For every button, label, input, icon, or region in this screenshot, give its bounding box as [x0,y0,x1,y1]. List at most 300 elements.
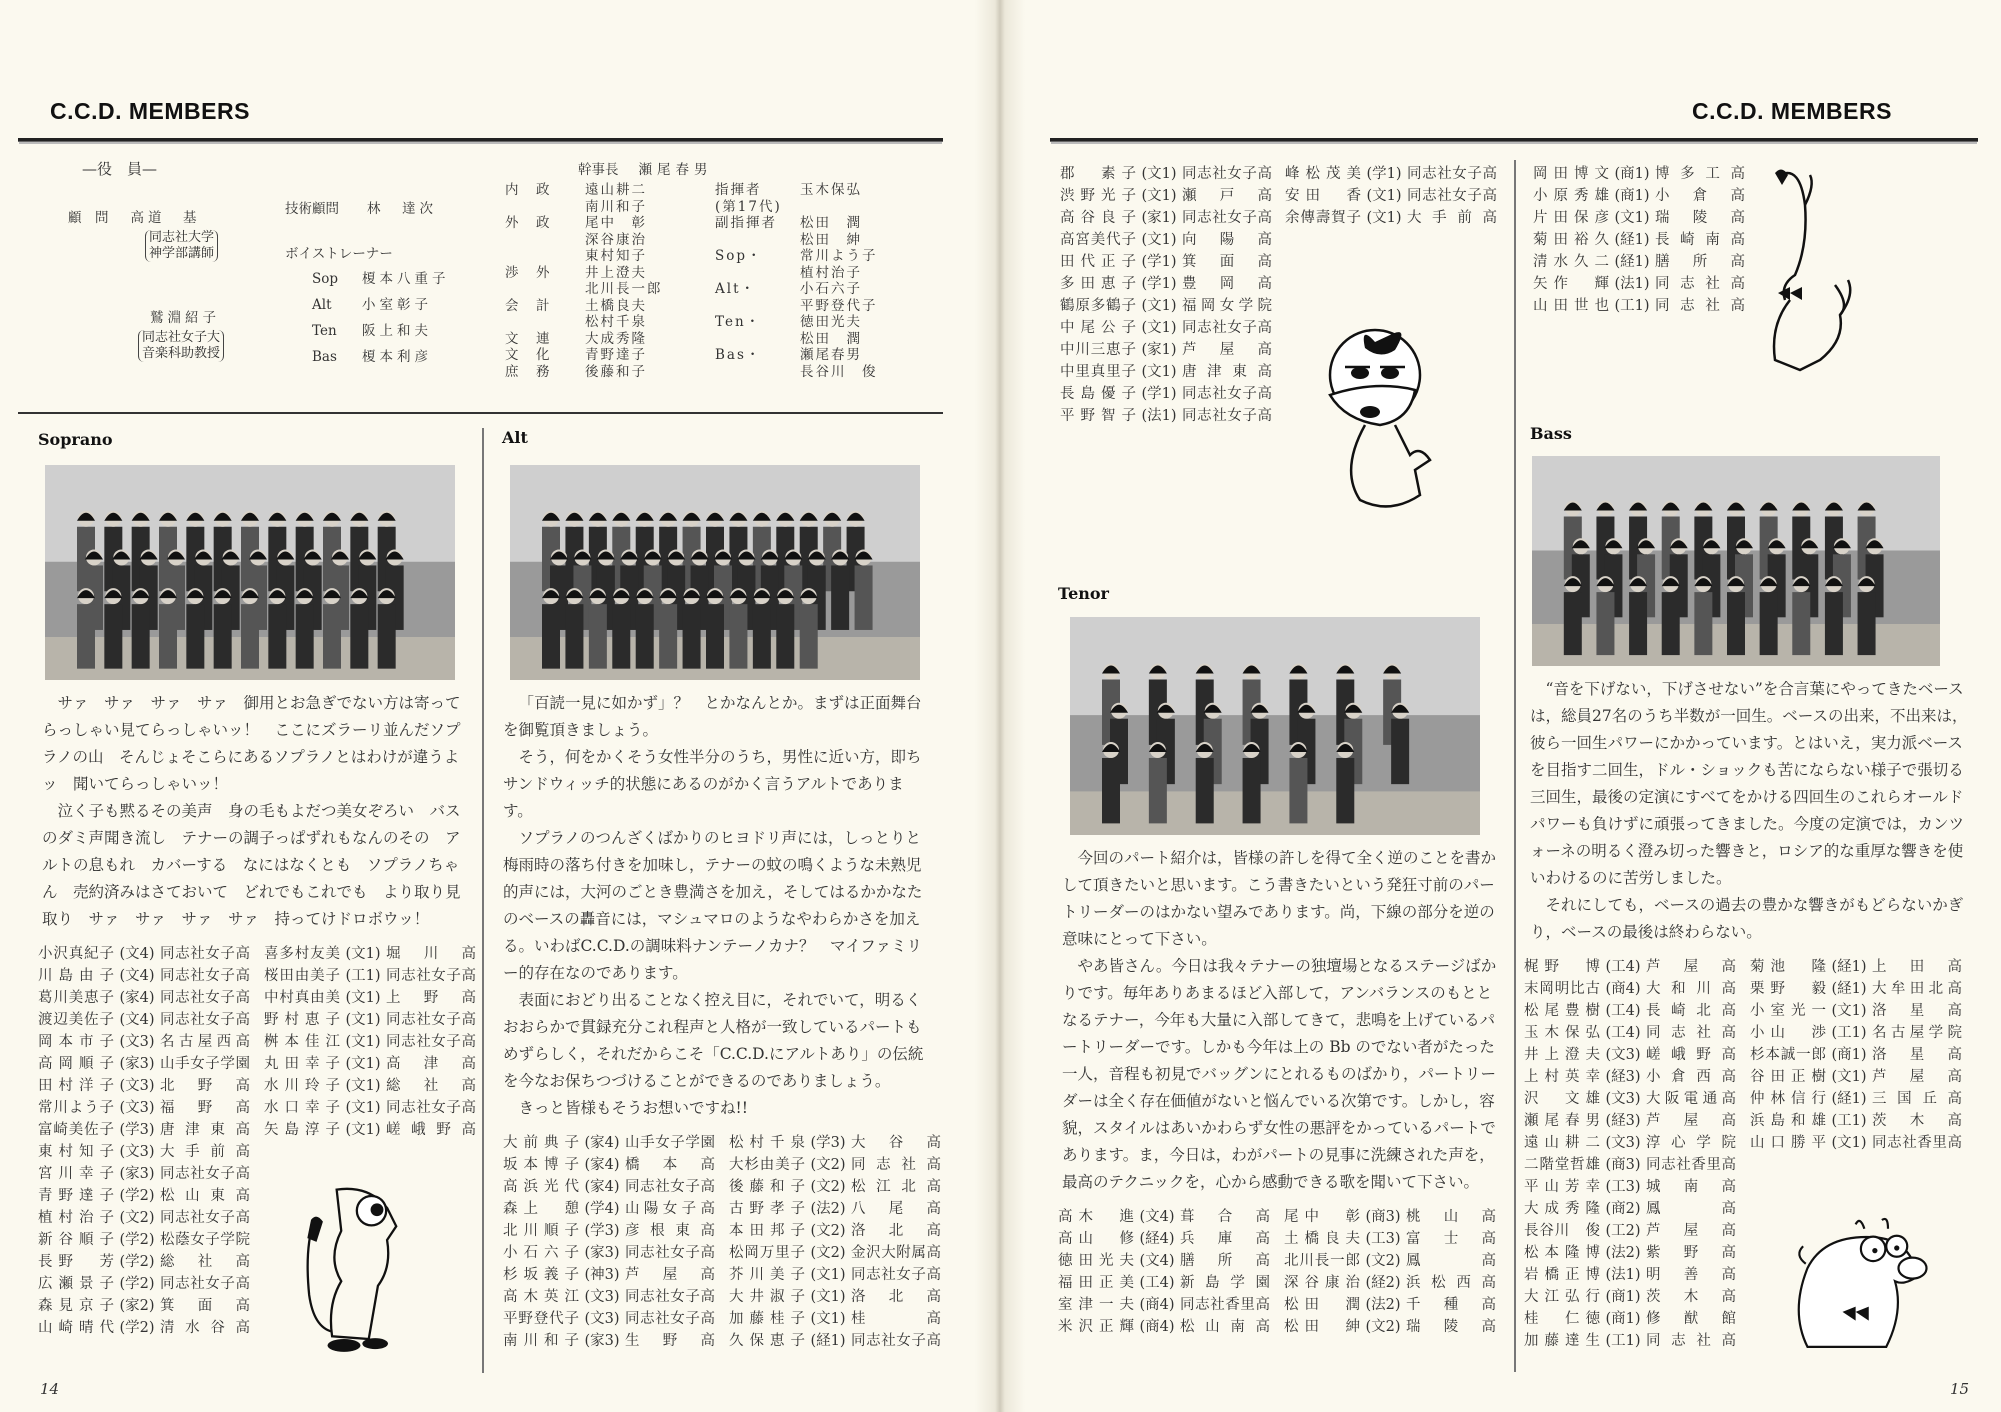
member-department: (文1) [345,1100,381,1116]
member-school: 同志社女子高 [160,990,250,1006]
member-school: 同志社女子高 [160,1276,250,1292]
member-name: 土橋良夫 [1284,1231,1360,1247]
staff-role: 内 政 [505,182,552,198]
member-department: (学2) [119,1276,155,1292]
paragraph: それにしても，ベースの過去の豊かな響きがもどらないかぎり，ベースの最後は終わらない。 [1530,896,1964,941]
member-row [729,1286,955,1308]
member-school: 小倉高 [1655,188,1745,204]
member-department: (学1) [1141,276,1177,292]
staff-name: 東村知子 [585,248,647,264]
advisor2-note [138,330,224,362]
member-school: 同志社女子高 [160,1166,250,1182]
member-name: 菊田裕久 [1533,232,1609,248]
member-name: 大成秀隆 [1524,1201,1600,1217]
tech-role: 技術顧問 [285,201,339,217]
member-school: 洛北高 [851,1223,941,1239]
member-school: 桃山高 [1406,1209,1496,1225]
member-name: 長野 芳 [38,1254,114,1270]
tech-name: 林 達次 [367,201,437,217]
staff-name: 後藤和子 [585,363,647,380]
member-department: (商1) [1614,188,1650,204]
member-name: 松尾豊樹 [1524,1003,1600,1019]
member-department: (法1) [1141,408,1177,424]
member-name: 室津一夫 [1058,1297,1134,1313]
member-name: 谷田正樹 [1750,1069,1826,1085]
staff-role: 渉 外 [505,264,552,281]
member-row [1058,1272,1284,1294]
dog-illustration [1760,165,1855,395]
member-name: 玉木保弘 [1524,1025,1600,1041]
member-department: (工3) [1605,1179,1641,1195]
member-row [1060,185,1272,207]
member-row [1060,229,1272,251]
member-row [1060,295,1272,317]
member-row [729,1198,955,1220]
tenor-body [1058,845,1513,1338]
member-row [503,1132,729,1154]
member-row [1524,1132,1750,1154]
member-name: 渋野光子 [1060,188,1136,204]
member-row [729,1154,955,1176]
member-row [1750,1000,1976,1022]
voice-trainer-label: ボイストレーナー [285,246,393,262]
member-name: 中川三恵子 [1060,342,1136,358]
member-school: 膳所高 [1180,1253,1270,1269]
member-department: (工2) [1605,1223,1641,1239]
member-row [1524,956,1750,978]
member-name: 栗野 毅 [1750,981,1826,997]
member-name: 中里真里子 [1060,364,1136,380]
member-school: 上田高 [1872,959,1962,975]
soprano-members-col1 [38,943,264,1339]
member-row [1750,1132,1976,1154]
member-name: 徳田光夫 [1058,1253,1134,1269]
member-department: (文1) [810,1311,846,1327]
alt-members-col2 [729,1132,955,1352]
advisor2-note-line: 音楽科助教授 [142,346,221,361]
voice-trainer-row [312,292,450,318]
member-department: (学2) [119,1188,155,1204]
member-name: 小山 渉 [1750,1025,1826,1041]
member-school: 鳳 高 [1406,1253,1496,1269]
member-school: 同志社女子高 [1182,408,1272,424]
member-department: (文4) [1139,1253,1175,1269]
member-school: 山陽女子高 [625,1201,715,1217]
member-row [1058,1250,1284,1272]
member-school: 金沢大附属高 [851,1245,941,1261]
member-department: (文4) [119,968,155,984]
alt-continued-col2 [1285,163,1497,229]
member-department: (文1) [1141,166,1177,182]
staff-name: 南川和子 [585,198,647,215]
member-row [1524,1022,1750,1044]
member-row [38,1207,264,1229]
member-name: 森見京子 [38,1298,114,1314]
member-row [1060,405,1272,427]
member-row [503,1154,729,1176]
member-name: 岩橋正博 [1524,1267,1600,1283]
conductor-name: 松田 潤 [800,215,862,231]
member-department: (文1) [1141,232,1177,248]
book-spine [975,0,1025,1412]
member-row [38,987,264,1009]
member-department: (文3) [119,1078,155,1094]
member-row [503,1198,729,1220]
staff-role [505,314,585,331]
member-row [1285,163,1497,185]
member-school: 大谷高 [851,1135,941,1151]
member-department: (文1) [1141,320,1177,336]
member-name: 郡 素子 [1060,166,1136,182]
member-name: 古野孝子 [729,1201,805,1217]
staff-row [505,182,910,199]
advisor2-name: 鷲淵紹子 [150,310,220,326]
page-title-right: C.C.D. MEMBERS [1692,98,1892,124]
member-row [1533,163,1745,185]
member-name: 瀬尾春男 [1524,1113,1600,1129]
member-department: (文3) [584,1311,620,1327]
member-school: 福野高 [160,1100,250,1116]
member-name: 北川長一郎 [1284,1253,1360,1269]
member-department: (法1) [1605,1267,1641,1283]
member-department: (商1) [1831,1047,1867,1063]
member-name: 岡田博文 [1533,166,1609,182]
voice-trainer-list [312,266,450,370]
member-school: 鳳 高 [1646,1201,1736,1217]
member-row [38,1031,264,1053]
conductor-name: 小石六子 [800,281,862,297]
advisor-note-line: 神学部講師 [149,246,215,261]
conductor-role [715,265,800,282]
member-school: 芦屋高 [1646,1113,1736,1129]
member-school: 同志社女子高 [1182,210,1272,226]
member-name: 高宮美代子 [1060,232,1136,248]
member-row [1533,207,1745,229]
member-name: 小石六子 [503,1245,579,1261]
member-school: 向陽高 [1182,232,1272,248]
member-row [1524,1198,1750,1220]
member-department: (文1) [345,946,381,962]
member-school: 三国丘高 [1872,1091,1962,1107]
member-row [264,965,490,987]
chief-name: 瀬尾春男 [638,162,713,178]
member-name: 後藤和子 [729,1179,805,1195]
member-school: 同志社高 [1646,1025,1736,1041]
member-school: 明善高 [1646,1267,1736,1283]
staff-role: 外 政 [505,215,552,231]
bass-description [1530,676,1970,946]
member-school: 長崎南高 [1655,232,1745,248]
member-name: 加藤桂子 [729,1311,805,1327]
member-school: 同志社女子高 [1182,166,1272,182]
member-department: (経3) [1605,1069,1641,1085]
staff-role: 文 化 [505,347,552,363]
member-school: 同志社女子高 [160,968,250,984]
member-row [1060,207,1272,229]
member-row [1060,163,1272,185]
conductor-name: 瀬尾春男 [800,347,862,363]
member-row [264,943,490,965]
member-row [1060,251,1272,273]
member-row [264,1075,490,1097]
conductor-name: 徳田光夫 [800,314,862,330]
member-department: (文1) [345,1034,381,1050]
member-name: 高谷良子 [1060,210,1136,226]
member-name: 二階堂哲雄 [1524,1157,1600,1173]
conductor-name [800,199,910,216]
member-name: 浜島和雄 [1750,1113,1826,1129]
member-row [38,1229,264,1251]
member-row [1285,185,1497,207]
member-name: 平野智子 [1060,408,1136,424]
member-school: 葺合高 [1180,1209,1270,1225]
member-row [729,1308,955,1330]
member-department: (文3) [119,1144,155,1160]
member-name: 宮川幸子 [38,1166,114,1182]
member-school: 八尾高 [851,1201,941,1217]
member-department: (商1) [1605,1311,1641,1327]
advisor2-note-line: 同志社女子大 [142,330,221,345]
member-name: 大杉由美子 [729,1157,805,1173]
member-row [1524,1088,1750,1110]
member-row [38,1119,264,1141]
member-department: (商3) [1605,1157,1641,1173]
member-school: 同志社女子高 [386,1012,476,1028]
member-school: 同志社女子高 [1182,320,1272,336]
conductor-name: 玉木保弘 [800,182,862,198]
member-school: 修猷館 [1646,1311,1736,1327]
member-department: (学1) [1366,166,1402,182]
member-name: 福田正美 [1058,1275,1134,1291]
member-school: 同志社高 [1655,276,1745,292]
tenor-members-col1 [1058,1206,1284,1338]
member-row [1524,978,1750,1000]
member-department: (工4) [1605,1003,1641,1019]
member-row [1284,1272,1510,1294]
member-name: 井上澄夫 [1524,1047,1600,1063]
member-row [729,1132,955,1154]
bass-group-photo [1532,456,1940,666]
member-school: 大和川高 [1646,981,1736,997]
member-school: 彦根東高 [625,1223,715,1239]
trainer-name: 榎本利彦 [362,349,432,365]
paragraph: ソプラノのつんざくばかりのヒヨドリ声には，しっとりと梅雨時の落ち付きを加味し，テナーの蚊の鳴くような未熟児的声には，大河のごとき豊満さを加え，そしてはるかかなたのベースの轟音には，マシュマロのようなやわらかさを加える。いわばC.C.D.の調味料ナンテーノカナ？ マイファミリー的存在なのであります。 [503,829,923,982]
member-name: 田村洋子 [38,1078,114,1094]
voice-trainer-row [312,344,450,370]
conductor-role [715,232,800,249]
bass-heading: Bass [1530,424,1572,443]
member-department: (文2) [1365,1253,1401,1269]
member-school: 総社高 [386,1078,476,1094]
member-name: 余傳壽賀子 [1285,210,1361,226]
member-school: 同志社女子高 [851,1333,941,1349]
member-department: (家3) [584,1333,620,1349]
voice-trainer-row [312,266,450,292]
member-row [38,1295,264,1317]
member-name: 山田世也 [1533,298,1609,314]
paragraph: そう，何をかくそう女性半分のうち，男性に近い方，即ちサンドウィッチ的状態にあるのがかく言うアルトであります。 [503,748,922,820]
member-department: (経1) [1831,959,1867,975]
soprano-group-photo [45,465,455,680]
member-row [1524,1264,1750,1286]
member-school: 同志社女子高 [625,1245,715,1261]
member-name: 高木 進 [1058,1209,1134,1225]
member-name: 森上 憩 [503,1201,579,1217]
member-department: (工4) [1605,959,1641,975]
staff-name: 松村千泉 [585,314,647,330]
paragraph: きっと皆様もそうお想いですね!! [518,1099,748,1117]
staff-name: 北川長一郎 [585,281,663,297]
member-name: 芥川美子 [729,1267,805,1283]
member-row [1533,251,1745,273]
member-department: (法2) [1365,1297,1401,1313]
member-department: (工1) [1605,1333,1641,1349]
member-name: 平野登代子 [503,1311,579,1327]
member-row [264,987,490,1009]
member-school: 同志社女子高 [625,1179,715,1195]
member-name: 片田保彦 [1533,210,1609,226]
member-row [1284,1206,1510,1228]
member-name: 葛川美恵子 [38,990,114,1006]
member-department: (家4) [584,1135,620,1151]
member-school: 豊岡高 [1182,276,1272,292]
member-name: 長島優子 [1060,386,1136,402]
member-name: 東村知子 [38,1144,114,1160]
member-department: (文2) [119,1210,155,1226]
conductor-role: Sop・ [715,248,763,264]
member-name: 矢島淳子 [264,1122,340,1138]
member-department: (文1) [810,1289,846,1305]
member-name: 安田 香 [1285,188,1361,204]
member-row [1060,383,1272,405]
member-school: 総社高 [160,1254,250,1270]
staff-role: 文 連 [505,330,552,347]
photo-image [1532,456,1940,666]
member-department: (文1) [1831,1135,1867,1151]
member-school: 城南高 [1646,1179,1736,1195]
member-row [1524,1044,1750,1066]
conductor-name: 平野登代子 [800,297,878,314]
member-department: (法1) [1614,276,1650,292]
member-department: (文2) [1365,1319,1401,1335]
member-name: 桝本佳江 [264,1034,340,1050]
member-department: (工1) [345,968,381,984]
member-department: (文1) [1366,188,1402,204]
member-name: 水口幸子 [264,1100,340,1116]
member-row [503,1286,729,1308]
member-department: (商4) [1139,1297,1175,1313]
tenor-heading: Tenor [1058,584,1109,603]
member-school: 上野高 [386,990,476,1006]
member-department: (文4) [119,1012,155,1028]
paragraph: 表面におどり出ることなく控え目に，それでいて，明るくおおらかで貫録充分これ程声と人格が一致しているパートもめずらしく，それだからこそ「C.C.D.にアルトあり」の伝統を今なお保ちつづけることができるのでありましょう。 [503,991,924,1090]
member-name: 杉本誠一郎 [1750,1047,1826,1063]
member-name: 松田 潤 [1284,1297,1360,1313]
member-name: 遠山耕二 [1524,1135,1600,1151]
member-school: 唐津東高 [160,1122,250,1138]
member-name: 富崎美佐子 [38,1122,114,1138]
member-row [264,1009,490,1031]
member-row [1058,1316,1284,1338]
member-name: 平山芳幸 [1524,1179,1600,1195]
member-department: (経1) [810,1333,846,1349]
conductor-name: 常川よう子 [800,248,878,264]
member-row [1524,1308,1750,1330]
member-school: 小倉西高 [1646,1069,1736,1085]
photo-image [45,465,455,680]
member-department: (学2) [119,1320,155,1336]
chief [578,158,713,178]
member-department: (文1) [1366,210,1402,226]
member-department: (家3) [119,1056,155,1072]
member-row [729,1330,955,1352]
staff-row [505,331,910,348]
conductor-role: 副指揮者 [715,215,777,231]
alt-heading: Alt [502,428,528,447]
member-department: (文2) [810,1157,846,1173]
conductor-role [715,331,800,348]
member-name: 高山 修 [1058,1231,1134,1247]
paragraph: “音を下げない，下げさせない”を合言葉にやってきたベースは，総員27名のうち半数が一回生。ベースの出来，不出来は，彼ら一回生パワーにかかっています。とはいえ，実力派ベースを目指す二回生，ドル・ショックも苦にならない様子で張切る三回生，最後の定演にすべてをかける四回生のこれらオールドパワーも負けずに頑張ってきました。今度の定演では，カンツォーネの明るく澄み切った響きと，ロシア的な重厚な響きを使いわけるのに苦労しました。 [1530,680,1968,887]
member-department: (工1) [1831,1025,1867,1041]
staff-row [505,248,910,265]
member-school: 同志社女子高 [625,1311,715,1327]
member-row [1058,1294,1284,1316]
member-school: 同志社高 [1646,1333,1736,1349]
member-name: 野村恵子 [264,1012,340,1028]
member-name: 高木英江 [503,1289,579,1305]
member-department: (学4) [584,1201,620,1217]
member-name: 長谷川 俊 [1524,1223,1600,1239]
member-school: 桂高 [851,1311,941,1327]
staff-row [505,364,910,381]
member-row [38,1141,264,1163]
member-department: (文2) [810,1223,846,1239]
member-row [729,1242,955,1264]
member-row [38,1053,264,1075]
conductor-name: 松田 紳 [800,231,862,248]
member-school: 同志社香里高 [1180,1297,1270,1313]
member-row [503,1242,729,1264]
member-school: 洛北高 [851,1289,941,1305]
member-name: 高浜光代 [503,1179,579,1195]
member-school: 大阪電通高 [1646,1091,1736,1107]
conductor-role [715,298,800,315]
member-row [38,1185,264,1207]
member-name: 喜多村友美 [264,946,340,962]
advisor-name: 高道 基 [130,210,201,226]
member-department: (工4) [1605,1025,1641,1041]
member-name: 矢作 輝 [1533,276,1609,292]
member-row [1524,1242,1750,1264]
member-row [1750,1088,1976,1110]
member-name: 渡辺美佐子 [38,1012,114,1028]
member-name: 小原秀雄 [1533,188,1609,204]
member-department: (商2) [1605,1201,1641,1217]
member-school: 松山東高 [160,1188,250,1204]
voice-trainer-row [312,318,450,344]
member-school: 同志社女子高 [160,1210,250,1226]
member-department: (文3) [1605,1047,1641,1063]
member-department: (経2) [1365,1275,1401,1291]
member-department: (文1) [1831,1069,1867,1085]
soprano-description [42,690,464,933]
member-row [264,1119,490,1141]
member-name: 鶴原多鶴子 [1060,298,1136,314]
staff-row [505,232,910,249]
paragraph: サァ サァ サァ サァ 御用とお急ぎでない方は寄ってらっしゃい見てらっしゃいッ！ ここにズラーリ並んだソプラノの山 そんじょそこらにあるソプラノとはわけが違うよッ 聞いてらっしゃいッ！ [42,694,461,793]
member-row [503,1176,729,1198]
